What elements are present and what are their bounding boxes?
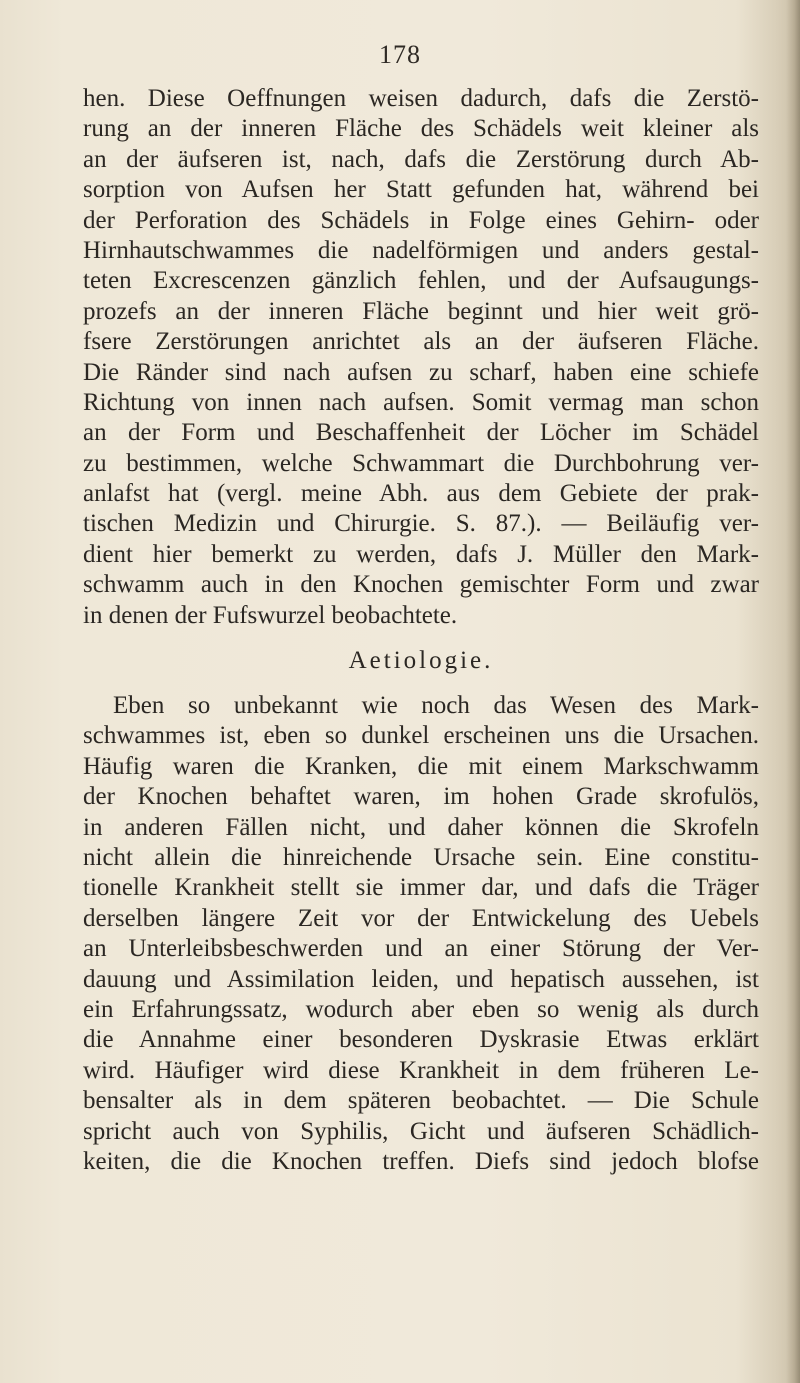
text-line: Richtung von innen nach aufsen. Somit vermag man schon [83, 388, 759, 416]
text-line: schwamm auch in den Knochen gemischter Form und zwar [83, 571, 759, 599]
text-line: Hirnhautschwammes die nadelförmigen und anders gestal- [83, 236, 759, 264]
text-line: in denen der Fufswurzel beobachtete. [83, 601, 458, 629]
text-line: hen. Diese Oeffnungen weisen dadurch, dafs die Zerstö- [83, 85, 759, 112]
text-line: teten Excrescenzen gänzlich fehlen, und der Aufsaugungs- [83, 267, 759, 295]
text-line: dauung und Assimilation leiden, und hepatisch aussehen, ist [83, 965, 759, 993]
text-line: fsere Zerstörungen anrichtet als an der äufseren Fläche. [83, 328, 759, 356]
text-line: an der äufseren ist, nach, dafs die Zerstörung durch Ab- [83, 145, 759, 173]
page-edge-shadow [786, 0, 800, 1383]
text-line: ein Erfahrungssatz, wodurch aber eben so wenig als durch [83, 995, 759, 1023]
page-number: 178 [379, 40, 421, 69]
text-line: an Unterleibsbeschwerden und an einer Störung der Ver- [83, 935, 759, 963]
text-line: die Annahme einer besonderen Dyskrasie Etwas erklärt [83, 1026, 759, 1054]
text-line: tischen Medizin und Chirurgie. S. 87.). — Beiläufig ver- [83, 510, 759, 538]
text-line: nicht allein die hinreichende Ursache sein. Eine constitu- [83, 843, 759, 871]
text-line: anlafst hat (vergl. meine Abh. aus dem Gebiete der prak- [83, 480, 759, 508]
text-line: in anderen Fällen nicht, und daher können die Skrofeln [83, 813, 759, 841]
body-text [83, 84, 759, 1177]
text-line: der Knochen behaftet waren, im hohen Grade skrofulös, [83, 783, 759, 811]
text-line: tionelle Krankheit stellt sie immer dar, und dafs die Träger [83, 874, 759, 902]
text-line: sorption von Aufsen her Statt gefunden hat, während bei [83, 176, 759, 204]
text-line: dient hier bemerkt zu werden, dafs J. Müller den Mark- [83, 540, 759, 568]
text-line: prozefs an der inneren Fläche beginnt und hier weit grö- [83, 297, 759, 325]
section-heading: Aetiologie. [348, 647, 494, 675]
text-line: Eben so unbekannt wie noch das Wesen des Mark- [113, 692, 759, 720]
text-line: schwammes ist, eben so dunkel erscheinen uns die Ursachen. [83, 722, 759, 750]
paragraph-2 [83, 691, 759, 1177]
text-line: keiten, die die Knochen treffen. Diefs sind jedoch blofse [83, 1147, 759, 1175]
text-line: der Perforation des Schädels in Folge eines Gehirn- oder [83, 206, 759, 234]
text-line: zu bestimmen, welche Schwammart die Durchbohrung ver- [83, 449, 759, 477]
text-line: wird. Häufiger wird diese Krankheit in dem früheren Le- [83, 1056, 759, 1084]
text-line: Die Ränder sind nach aufsen zu scharf, haben eine schiefe [83, 358, 759, 386]
text-line: an der Form und Beschaffenheit der Löcher im Schädel [83, 419, 759, 447]
text-line: Häufig waren die Kranken, die mit einem Markschwamm [83, 752, 759, 780]
paragraph-1 [83, 84, 759, 631]
text-line: bensalter als in dem späteren beobachtet. — Die Schule [83, 1087, 759, 1115]
text-line: rung an der inneren Fläche des Schädels weit kleiner als [83, 115, 759, 143]
text-line: spricht auch von Syphilis, Gicht und äufseren Schädlich- [83, 1117, 759, 1145]
text-line: derselben längere Zeit vor der Entwickelung des Uebels [83, 904, 759, 932]
